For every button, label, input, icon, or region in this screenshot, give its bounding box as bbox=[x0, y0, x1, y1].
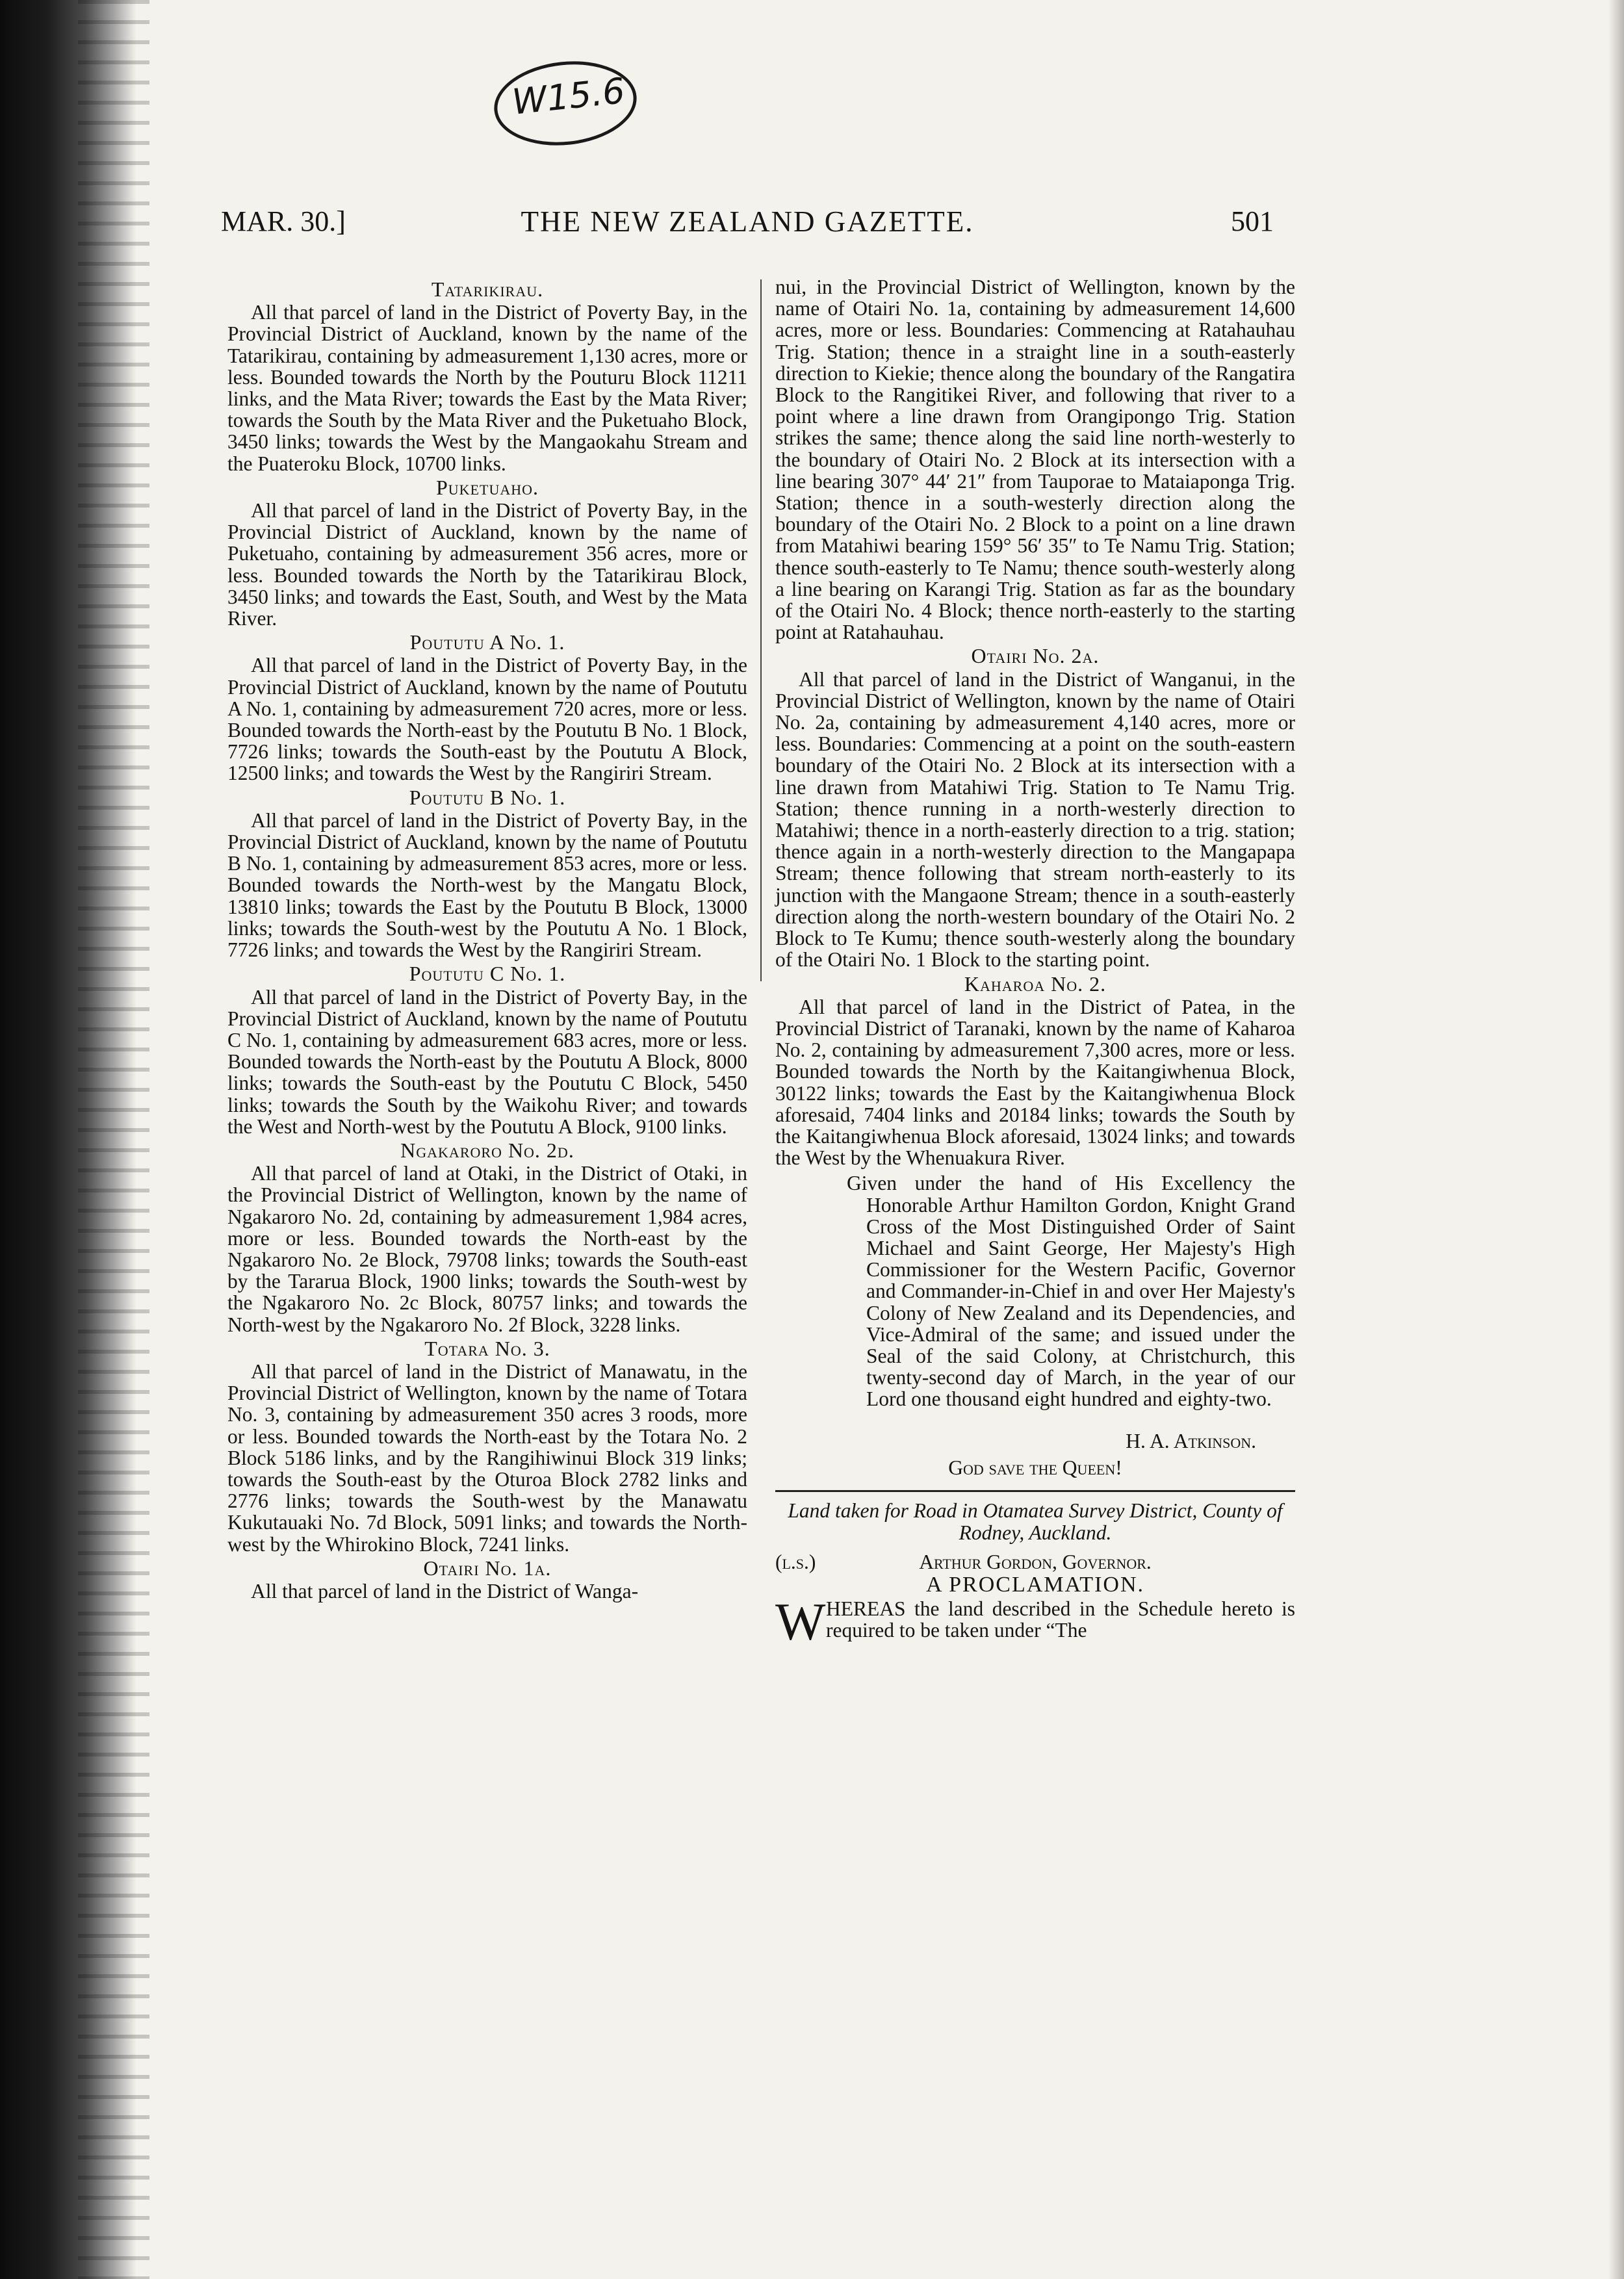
right-column bbox=[775, 276, 1295, 1652]
signer-name: H. A. Atkinson. bbox=[1126, 1430, 1256, 1453]
section-puketuaho bbox=[227, 477, 747, 629]
section-text: All that parcel of land in the District of Poverty Bay, in the Provincial District of Auckland, known by the name of Poututu C No. 1, containing by admeasurement 683 acres, more or less. Bounded towards the North-east by the Poututu A Block, 8000 links; towards the South-east by the Poututu C Block, 5450 links; towards the South by the Waikohu River; and towards the West and North-west by the Poututu A Block, 9100 links. bbox=[227, 985, 747, 1138]
section-divider bbox=[775, 1490, 1295, 1492]
section-text: All that parcel of land in the District of Poverty Bay, in the Provincial District of Auckland, known by the name of Puketuaho, containing by admeasurement 356 acres, more or less. Bounded towards the North by the Tatarikirau Block, 3450 links; and towards the East, South, and West by the Mata River. bbox=[227, 499, 747, 630]
section-title: Poututu C No. 1. bbox=[409, 962, 566, 986]
section-title: Tatarikirau. bbox=[431, 277, 544, 301]
governor-name: Arthur Gordon, Governor. bbox=[919, 1550, 1152, 1573]
section-text: All that parcel of land at Otaki, in the District of Otaki, in the Provincial District of Wellington, known by the name of Ngakaroro No. 2d, containing by admeasurement 1,984 acres, more or less. Bounded towards the North-east by the Ngakaroro No. 2e Block, 79708 links; towards the South-east by the Tararua Block, 1900 links; towards the South-west by the Ngakaroro No. 2c Block, 80757 links; and towards the North-west by the Ngakaroro No. 2f Block, 3228 links. bbox=[227, 1162, 747, 1336]
section-poututu-a-no-1 bbox=[227, 632, 747, 784]
section-ngakaroro-no-2d bbox=[227, 1140, 747, 1335]
column-divider bbox=[760, 279, 762, 981]
header-page-number: 501 bbox=[1231, 205, 1274, 237]
left-column bbox=[227, 276, 747, 1603]
section-text: All that parcel of land in the District of Poverty Bay, in the Provincial District of Auckland, known by the name of the Tatarikirau, containing by admeasurement 1,130 acres, more or less. Bounded towards the North by the Pouturu Block 11211 links, and the Mata River; towards the East by the Mata River; towards the South by the Mata River and the Puketuaho Block, 3450 links; towards the West by the Mangaokahu Stream and the Puateroku Block, 10700 links. bbox=[227, 301, 747, 475]
page-header bbox=[221, 205, 1274, 253]
whereas-text: HEREAS the land described in the Schedule hereto is required to be taken under “The bbox=[826, 1597, 1295, 1642]
god-save-the-queen: God save the Queen! bbox=[948, 1456, 1122, 1480]
proclamation-heading: A PROCLAMATION. bbox=[925, 1573, 1145, 1597]
section-poututu-c-no-1 bbox=[227, 963, 747, 1137]
section-totara-no-3 bbox=[227, 1338, 747, 1555]
road-notice-title: Land taken for Road in Otamatea Survey District, County of Rodney, Auckland. bbox=[788, 1499, 1283, 1544]
section-text: All that parcel of land in the District of Patea, in the Provincial District of Taranaki, known by the name of Kaharoa No. 2, containing by admeasurement 7,300 acres, more or less. Bounded towards the North by the Kaitangiwhenua Block, 30122 links; towards the East by the Kaitangiwhenua Block aforesaid, 7404 links and 20184 links; towards the South by the Kaitangiwhenua Block aforesaid, 13024 links; and towards the West by the Whenuakura River. bbox=[775, 995, 1295, 1170]
scan-artifacts bbox=[78, 0, 149, 2279]
whereas-paragraph bbox=[775, 1592, 1295, 1652]
section-title: Ngakaroro No. 2d. bbox=[400, 1138, 574, 1162]
section-title: Otairi No. 2a. bbox=[971, 644, 1100, 668]
section-kaharoa-no-2 bbox=[775, 973, 1295, 1169]
otairi-1a-continuation: nui, in the Provincial District of Wellington, known by the name of Otairi No. 1a, containing by admeasurement 14,600 acres, more or less. Boundaries: Commencing at Ratahauhau Trig. Station; thence in a straight line in a south-easterly direction to Kiekie; thence along the boundary of the Rangatira Block to the Rangitikei River, and following that river to a point where a line drawn from Orangipongo Trig. Station strikes the same; thence along the said line north-westerly to the boundary of Otairi No. 2 Block at its intersection with a line bearing 307° 44′ 21″ from Tauporae to Mataiaponga Trig. Station; thence in a south-westerly direction along the boundary of the Otairi No. 2 Block to a point on a line drawn from Matahiwi bearing 159° 56′ 35″ to Te Namu Trig. Station; thence south-easterly to Te Namu; thence south-westerly along a line bearing on Karangi Trig. Station as far as the boundary of the Otairi No. 4 Block; thence north-easterly to the starting point at Ratahauhau. bbox=[775, 276, 1295, 644]
section-title: Otairi No. 1a. bbox=[423, 1556, 552, 1580]
header-title: THE NEW ZEALAND GAZETTE. bbox=[521, 205, 974, 238]
governor-line bbox=[775, 1551, 1295, 1573]
section-title: Totara No. 3. bbox=[424, 1336, 550, 1360]
section-title: Poututu B No. 1. bbox=[409, 785, 566, 809]
stamp-text: W15.6 bbox=[510, 70, 627, 123]
section-text: All that parcel of land in the District of Wanganui, in the Provincial District of Wellington, known by the name of Otairi No. 2a, containing by admeasurement 4,140 acres, more or less. Boundaries: Commencing at a point on the south-eastern boundary of the Otairi No. 2 Block at its intersection with a line drawn from Matahiwi Trig. Station to Te Namu Trig. Station; thence running in a north-westerly direction to Matahiwi; thence in a north-easterly direction to a trig. station; thence again in a north-westerly direction to the Mangapapa Stream; thence following that stream north-easterly to its junction with the Mangaone Stream; thence in a south-easterly direction along the north-western boundary of the Otairi No. 2 Block to Te Kumu; thence south-westerly along the boundary of the Otairi No. 1 Block to the starting point. bbox=[775, 667, 1295, 972]
section-otairi-no-2a bbox=[775, 645, 1295, 970]
given-under-hand: Given under the hand of His Excellency the Honorable Arthur Hamilton Gordon, Knight Grand Cross of the Most Distinguished Order of Saint Michael and Saint George, Her Majesty's High Commissioner for the Western Pacific, Governor and Commander-in-Chief in and over Her Majesty's Colony of New Zealand and its Dependencies, and Vice-Admiral of the same; and issued under the Seal of the said Colony, at Christchurch, this twenty-second day of March, in the year of our Lord one thousand eight hundred and eighty-two. bbox=[847, 1172, 1295, 1411]
section-text: All that parcel of land in the District of Poverty Bay, in the Provincial District of Auckland, known by the name of Poututu B No. 1, containing by admeasurement 853 acres, more or less. Bounded towards the North-west by the Mangatu Block, 13810 links; towards the East by the Poututu B Block, 13000 links; towards the South-west by the Poututu A No. 1 Block, 7726 links; and towards the West by the Rangiriri Stream. bbox=[227, 808, 747, 962]
section-text: All that parcel of land in the District of Poverty Bay, in the Provincial District of Auckland, known by the name of Poututu A No. 1, containing by admeasurement 720 acres, more or less. Bounded towards the North-east by the Poututu B No. 1 Block, 7726 links; towards the South-east by the Poututu A Block, 12500 links; and towards the West by the Rangiriri Stream. bbox=[227, 654, 747, 785]
drop-cap: W bbox=[775, 1592, 826, 1652]
section-tatarikirau bbox=[227, 279, 747, 474]
section-text: All that parcel of land in the District of Manawatu, in the Provincial District of Wellington, known by the name of Totara No. 3, containing by admeasurement 350 acres 3 roods, more or less. Bounded towards the North-east by the Totara No. 2 Block 5186 links, and by the Rangihiwinui Block 319 links; towards the South-east by the Oturoa Block 2782 links and 2776 links; towards the South-west by the Manawatu Kukutauaki No. 7d Block, 5091 links; and towards the North-west by the Whirokino Block, 7241 links. bbox=[227, 1359, 747, 1556]
section-poututu-b-no-1 bbox=[227, 787, 747, 961]
seal-mark: (l.s.) bbox=[775, 1550, 816, 1573]
section-title: Puketuaho. bbox=[436, 475, 539, 499]
section-text: All that parcel of land in the District of Wanga- bbox=[251, 1579, 639, 1603]
right-edge-shadow bbox=[1608, 0, 1624, 2279]
section-title: Kaharoa No. 2. bbox=[964, 972, 1107, 996]
section-otairi-no-1a bbox=[227, 1558, 747, 1602]
section-title: Poututu A No. 1. bbox=[409, 630, 565, 654]
handwritten-stamp bbox=[494, 62, 638, 146]
header-date: MAR. 30.] bbox=[221, 205, 346, 237]
